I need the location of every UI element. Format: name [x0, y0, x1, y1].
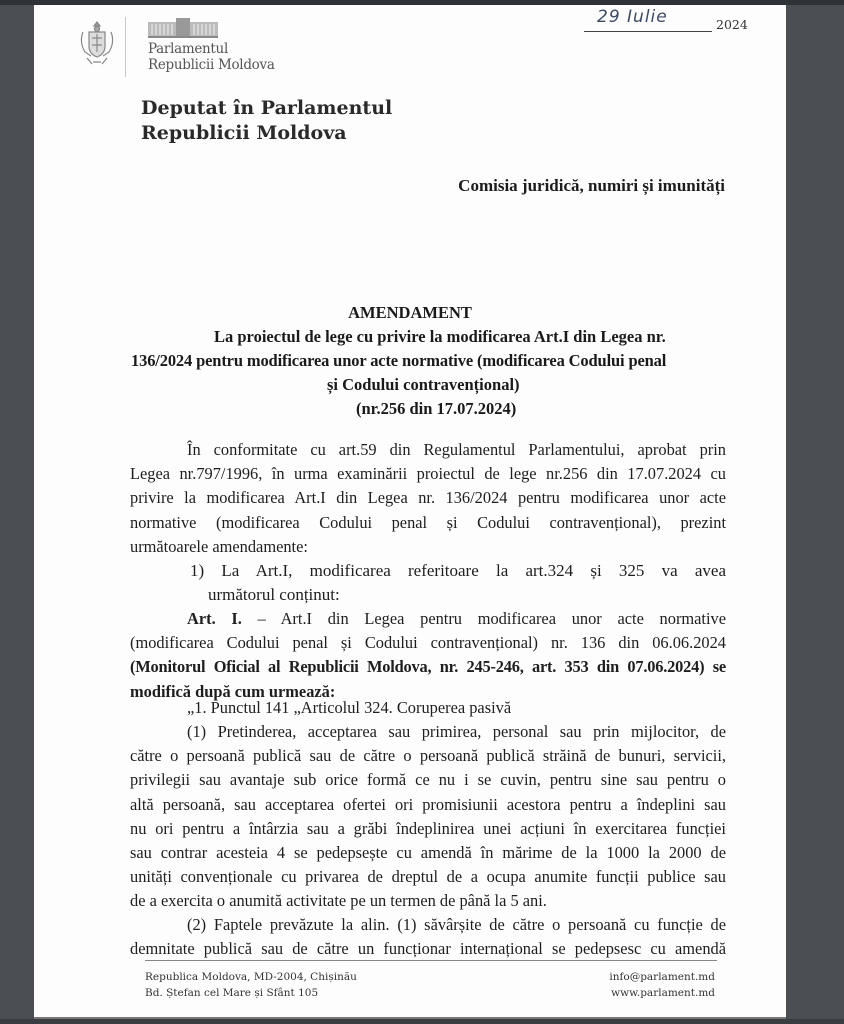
intro-line: privire la modificarea Art.I din Legea nr. 136/2024 pentru modificarea unor acte: [130, 488, 726, 508]
sender-line2: Republicii Moldova: [141, 122, 347, 144]
para-line: către o persoană publică sau de către o persoană publică străină de bunuri, servicii,: [130, 746, 726, 766]
footer-address: [145, 969, 357, 1001]
article-text: – Art.I din Legea pentru modificarea unor acte normative: [241, 609, 727, 628]
institution-line1: Parlamentul: [148, 41, 228, 57]
amendment-item-1: [190, 559, 726, 607]
address-line2: Bd. Ștefan cel Mare și Sfânt 105: [145, 987, 319, 999]
footer-contact: [609, 969, 715, 1001]
article-line: [130, 607, 726, 631]
document-page: [34, 5, 786, 1019]
para-line: unități convenționale cu privarea de dreptul de a ocupa anumite funcții publice sau: [130, 867, 726, 887]
sender-line1: Deputat în Parlamentul: [141, 97, 393, 119]
article-paragraph: [130, 607, 726, 704]
footer-email[interactable]: info@parlament.md: [609, 971, 715, 983]
point-line: „1. Punctul 141 „Articolul 324. Coruperea pasivă: [187, 698, 512, 717]
article-line: modifică după cum urmează:: [130, 681, 336, 701]
sender-title: [141, 96, 392, 146]
paragraph-2: [130, 913, 726, 961]
para-line: de a exercita o anumită activitate pe un termen de până la 5 ani.: [130, 891, 547, 911]
moldova-coat-of-arms-icon: [77, 18, 117, 68]
para-line: nu ori pentru a întârzia sau a grăbi îndeplinirea unei acțiuni în exercitarea funcției: [130, 818, 726, 838]
recipient: Comisia juridică, numiri și imunități: [458, 176, 725, 195]
footer-divider: [145, 960, 717, 961]
institution-line2: Republicii Moldova: [148, 57, 275, 73]
intro-line: Legea nr.797/1996, în urma examinării proiectul de lege nr.256 din 17.07.2024 cu: [130, 464, 726, 484]
article-line: (Monitorul Oficial al Republicii Moldova, nr. 245-246, art. 353 din 07.06.2024) se: [130, 657, 726, 677]
viewer-bottom-bar: [0, 1019, 844, 1024]
document-heading: AMENDAMENT: [348, 303, 472, 322]
date-year: 2024: [716, 17, 748, 32]
para-line: sau contrar acesteia 4 se pedepsește cu amendă în mărime de la 1000 la 2000 de: [130, 843, 726, 863]
parliament-building-icon: [148, 18, 218, 38]
article-line: (modificarea Codului penal și Codului contravențional) nr. 136 din 06.06.2024: [130, 633, 726, 653]
paragraph-1: [130, 720, 726, 914]
article-label: Art. I.: [187, 609, 242, 628]
item-line: următorul conținut:: [208, 585, 340, 605]
address-line1: Republica Moldova, MD-2004, Chișinău: [145, 971, 357, 983]
para-line: (1) Pretinderea, acceptarea sau primirea, personal sau prin mijlocitor, de: [187, 722, 726, 741]
intro-line: În conformitate cu art.59 din Regulamentul Parlamentului, aprobat prin: [187, 440, 726, 459]
subtitle-line3: și Codului contravențional): [327, 375, 520, 394]
para-line: (2) Faptele prevăzute la alin. (1) săvârșite de către o persoană cu funcție de: [187, 915, 726, 934]
intro-paragraph: [130, 438, 726, 559]
subtitle-line2: 136/2024 pentru modificarea unor acte normative (modificarea Codului penal: [131, 351, 667, 370]
point-heading: [130, 696, 726, 720]
item-line: 1) La Art.I, modificarea referitoare la art.324 și 325 va avea: [190, 561, 726, 580]
intro-line: următoarele amendamente:: [130, 536, 308, 556]
logo-divider: [125, 17, 126, 77]
subtitle-line4: (nr.256 din 17.07.2024): [356, 399, 517, 418]
para-line: privilegii sau avantaje sub orice formă ce nu i se cuvin, pentru sine sau pentru o: [130, 770, 726, 790]
subtitle-line1: La proiectul de lege cu privire la modificarea Art.I din Legea nr.: [214, 327, 666, 346]
intro-line: normative (modificarea Codului penal și Codului contravențional), prezint: [130, 512, 726, 532]
footer-website[interactable]: www.parlament.md: [611, 987, 715, 999]
handwritten-date: 29 Iulie: [597, 7, 668, 27]
institution-name: [148, 41, 275, 73]
para-line: altă persoană, sau acceptarea ofertei ori promisiunii acestora pentru a îndeplini sau: [130, 794, 726, 814]
para-line: demnitate publică sau de către un funcționar internațional se pedepsesc cu amendă: [130, 939, 726, 959]
